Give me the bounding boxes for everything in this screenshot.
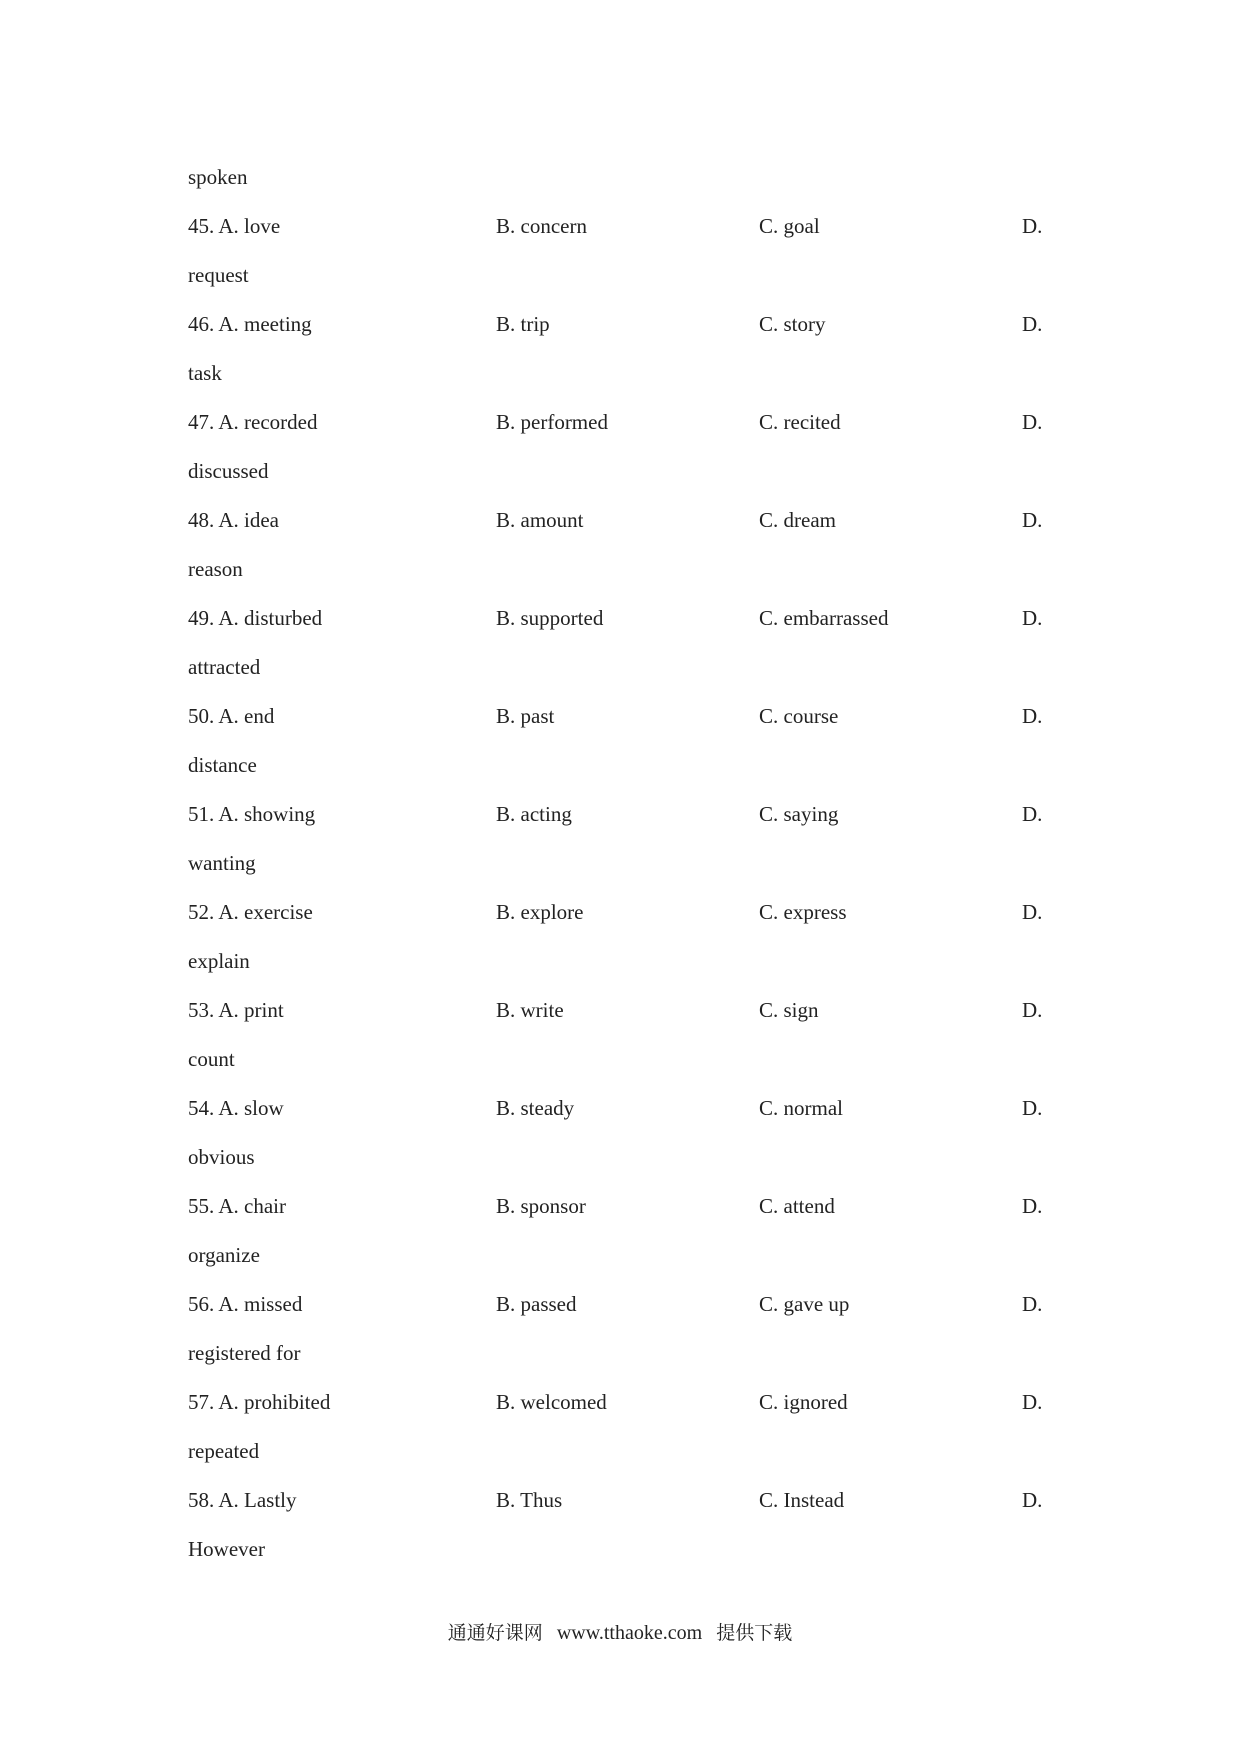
question-row [188,1387,1068,1436]
option-a: 46. A. meeting [188,312,312,336]
option-d-label: D. [1022,900,1043,924]
option-b: B. performed [496,410,608,434]
option-c: C. express [759,900,847,924]
option-b: B. passed [496,1292,577,1316]
option-a: 52. A. exercise [188,900,313,924]
footer-site-name: 通通好课网 [447,1622,543,1644]
option-c: C. embarrassed [759,606,889,630]
footer-suffix: 提供下载 [716,1622,793,1644]
option-d-continuation [188,1240,1068,1289]
lead-line [188,162,1068,211]
option-d-text: organize [188,1243,260,1267]
option-d-continuation [188,554,1068,603]
option-a: 54. A. slow [188,1096,284,1120]
option-a: 56. A. missed [188,1292,303,1316]
question-row [188,1093,1068,1142]
option-b: B. acting [496,802,572,826]
question-row [188,505,1068,554]
option-d-label: D. [1022,606,1043,630]
option-d-text: reason [188,557,243,581]
option-a: 51. A. showing [188,802,316,826]
option-a: 58. A. Lastly [188,1488,297,1512]
question-row [188,309,1068,358]
option-d-continuation [188,1044,1068,1093]
option-d-text: explain [188,949,250,973]
option-d-continuation [188,1338,1068,1387]
option-d-label: D. [1022,1390,1043,1414]
question-row [188,897,1068,946]
option-d-label: D. [1022,1194,1043,1218]
option-a: 55. A. chair [188,1194,286,1218]
option-d-continuation [188,946,1068,995]
option-b: B. amount [496,508,584,532]
option-a: 45. A. love [188,214,281,238]
option-b: B. supported [496,606,604,630]
option-d-continuation [188,1142,1068,1191]
option-c: C. goal [759,214,820,238]
page-footer [0,1618,1240,1645]
option-d-text: obvious [188,1145,255,1169]
option-c: C. attend [759,1194,835,1218]
option-d-continuation [188,652,1068,701]
question-row [188,995,1068,1044]
option-d-label: D. [1022,1488,1043,1512]
option-d-text: distance [188,753,257,777]
option-d-continuation [188,260,1068,309]
option-d-label: D. [1022,508,1043,532]
option-d-label: D. [1022,1292,1043,1316]
option-b: B. past [496,704,555,728]
option-b: B. concern [496,214,587,238]
option-d-text: registered for [188,1341,301,1365]
option-d-text: attracted [188,655,261,679]
question-row [188,603,1068,652]
option-d-text: request [188,263,249,287]
option-c: C. course [759,704,839,728]
option-d-text: wanting [188,851,256,875]
option-d-text: discussed [188,459,269,483]
option-c: C. sign [759,998,819,1022]
option-b: B. sponsor [496,1194,586,1218]
option-d-text: repeated [188,1439,260,1463]
option-d-text: However [188,1537,265,1561]
option-a: 53. A. print [188,998,284,1022]
option-d-label: D. [1022,704,1043,728]
option-c: C. normal [759,1096,843,1120]
question-row [188,701,1068,750]
option-a: 57. A. prohibited [188,1390,331,1414]
option-d-label: D. [1022,1096,1043,1120]
option-a: 48. A. idea [188,508,279,532]
option-c: C. Instead [759,1488,845,1512]
option-c: C. story [759,312,826,336]
option-d-label: D. [1022,312,1043,336]
question-row [188,1191,1068,1240]
option-c: C. recited [759,410,841,434]
lead-line-text: spoken [188,165,248,189]
question-row [188,799,1068,848]
option-b: B. write [496,998,564,1022]
option-b: B. steady [496,1096,575,1120]
option-d-continuation [188,1436,1068,1485]
option-a: 49. A. disturbed [188,606,323,630]
option-c: C. ignored [759,1390,848,1414]
option-d-continuation [188,750,1068,799]
option-d-label: D. [1022,802,1043,826]
option-d-continuation [188,848,1068,897]
option-a: 50. A. end [188,704,275,728]
question-row [188,1485,1068,1534]
option-d-continuation [188,358,1068,407]
footer-url[interactable]: www.tthaoke.com [556,1622,703,1644]
option-b: B. explore [496,900,584,924]
question-row [188,1289,1068,1338]
option-d-label: D. [1022,998,1043,1022]
option-c: C. saying [759,802,839,826]
option-d-continuation [188,456,1068,505]
option-d-continuation [188,1534,1068,1583]
option-a: 47. A. recorded [188,410,318,434]
option-b: B. trip [496,312,550,336]
question-list [188,162,1068,1583]
option-c: C. gave up [759,1292,850,1316]
option-d-label: D. [1022,410,1043,434]
option-d-text: count [188,1047,235,1071]
option-d-text: task [188,361,222,385]
option-c: C. dream [759,508,836,532]
option-b: B. welcomed [496,1390,607,1414]
question-row [188,407,1068,456]
option-d-label: D. [1022,214,1043,238]
option-b: B. Thus [496,1488,563,1512]
question-row [188,211,1068,260]
